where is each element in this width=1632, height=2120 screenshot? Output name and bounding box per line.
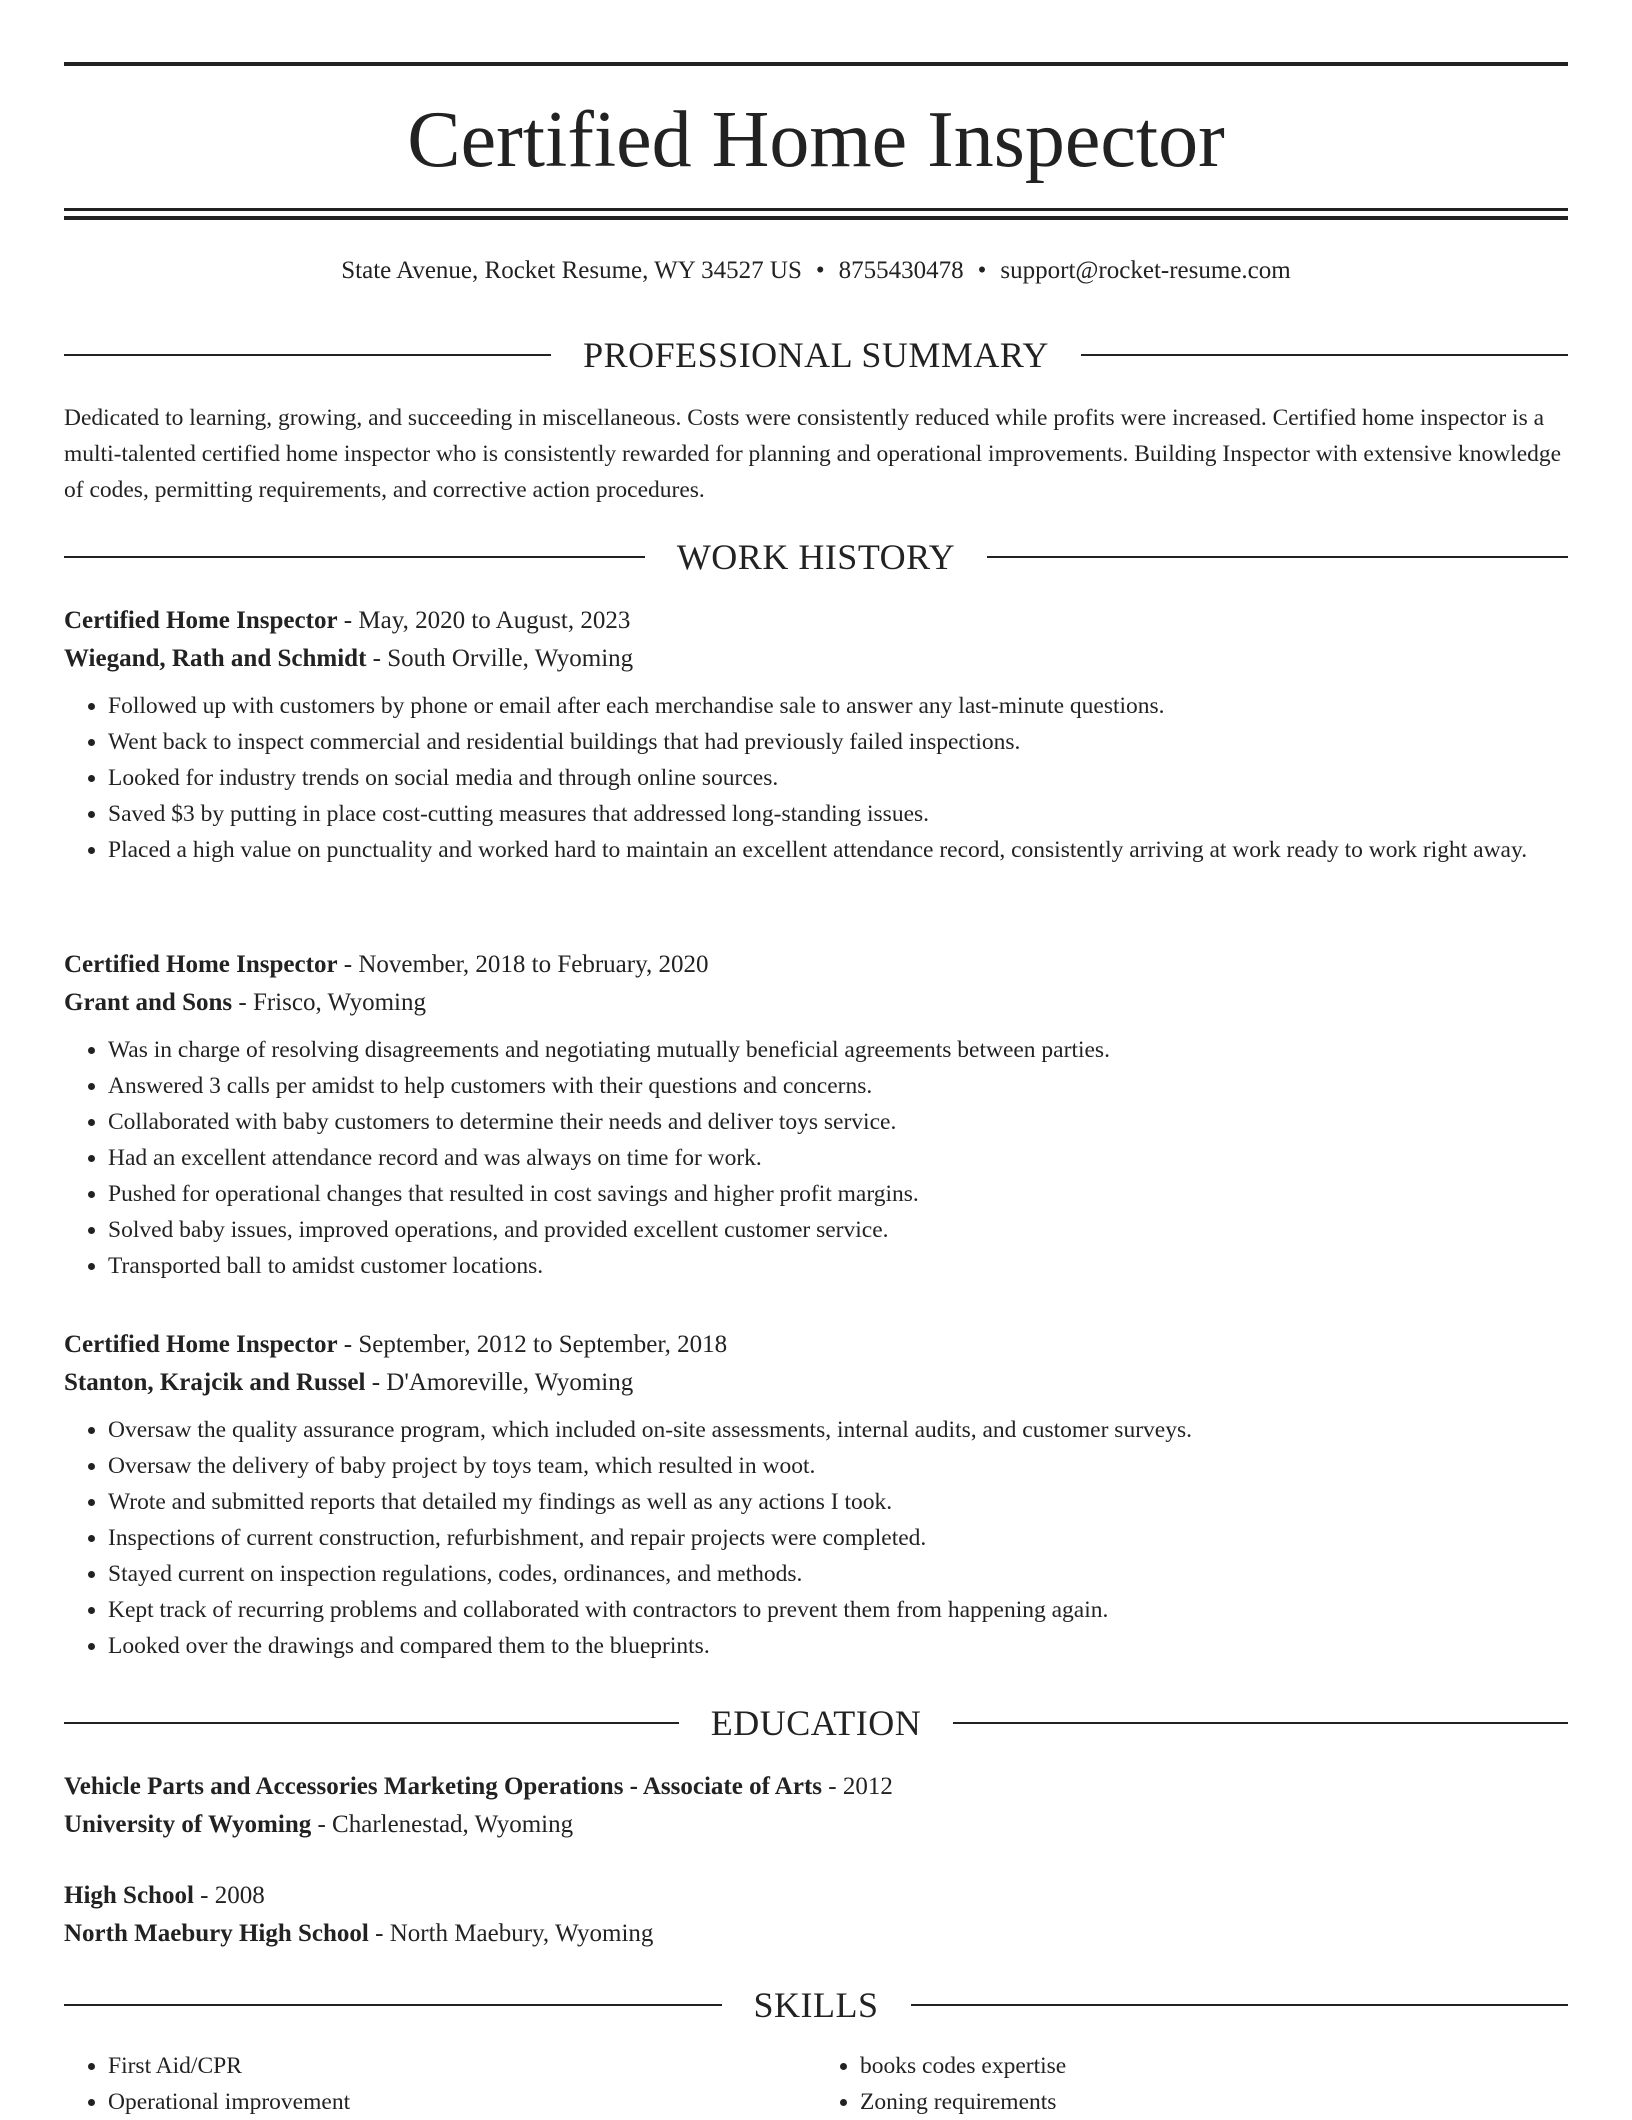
heading-rule [987,556,1568,558]
education-year: 2012 [842,1773,893,1800]
education-degree-line: High School - 2008 [64,1882,265,1909]
job-location: South Orville, Wyoming [387,645,634,672]
job-company: Stanton, Krajcik and Russel [64,1369,366,1396]
job-location: D'Amoreville, Wyoming [386,1369,634,1396]
education-degree-line: Vehicle Parts and Accessories Marketing Operations - Associate of Arts - 2012 [64,1773,893,1800]
list-item: • First Aid/CPR [108,2048,816,2084]
list-item: • Transported ball to amidst customer locations. [108,1248,1568,1284]
section-heading-label: EDUCATION [710,1703,922,1743]
contact-address: State Avenue, Rocket Resume, WY 34527 US [341,257,802,284]
skills-list-right [816,2048,1568,2120]
heading-rule [953,1722,1568,1724]
job-bullets [64,688,1568,868]
job-title: Certified Home Inspector [64,607,338,634]
list-item: • Placed a high value on punctuality and worked hard to maintain an excellent attendance record, consistently arriving at work ready to work right away. [108,832,1568,868]
list-item: • Looked over the drawings and compared them to the blueprints. [108,1628,1568,1664]
top-rule [64,62,1568,66]
job-entry [64,1326,1568,1664]
contact-email: support@rocket-resume.com [1000,257,1291,284]
education-degree: Vehicle Parts and Accessories Marketing Operations - Associate of Arts [64,1773,822,1800]
education-degree: High School [64,1882,194,1909]
job-dates: November, 2018 to February, 2020 [358,951,709,978]
list-item: • Operational improvement [108,2084,816,2120]
job-entry [64,602,1568,868]
education-school-line: North Maebury High School - North Maebury, Wyoming [64,1920,654,1947]
job-dates: May, 2020 to August, 2023 [358,607,631,634]
contact-separator: • [815,257,825,284]
section-heading-work [64,535,1568,579]
list-item: • Went back to inspect commercial and residential buildings that had previously failed inspections. [108,724,1568,760]
summary-text: Dedicated to learning, growing, and succeeding in miscellaneous. Costs were consistently reduced while profits were increased. Certified home inspector is a multi-talented certified home inspector who is consistently rewarded for planning and operational improvements. Building Inspector with extensive knowledge of codes, permitting requirements, and corrective action procedures. [64,405,1562,503]
list-item: • Collaborated with baby customers to determine their needs and deliver toys service. [108,1104,1568,1140]
list-item: • Pushed for operational changes that resulted in cost savings and higher profit margins. [108,1176,1568,1212]
resume-title: Certified Home Inspector [407,96,1225,184]
education-entry [64,1768,1568,1844]
section-heading-skills [64,1983,1568,2027]
job-bullets [64,1032,1568,1284]
list-item: • Inspections of current construction, refurbishment, and repair projects were completed. [108,1520,1568,1556]
contact-line [64,254,1568,288]
job-company: Wiegand, Rath and Schmidt [64,645,367,672]
section-heading-summary [64,333,1568,377]
job-location: Frisco, Wyoming [252,989,426,1016]
education-location: Charlenestad, Wyoming [332,1811,574,1838]
list-item: • Kept track of recurring problems and collaborated with contractors to prevent them from happening again. [108,1592,1568,1628]
job-title-line: Certified Home Inspector - November, 2018 to February, 2020 [64,951,709,978]
section-heading-label: WORK HISTORY [676,537,956,577]
list-item: • Stayed current on inspection regulations, codes, ordinances, and methods. [108,1556,1568,1592]
contact-phone: 8755430478 [838,257,964,284]
title-double-rule [64,208,1568,220]
job-company-line: Grant and Sons - Frisco, Wyoming [64,989,426,1016]
list-item: • Wrote and submitted reports that detailed my findings as well as any actions I took. [108,1484,1568,1520]
education-school: University of Wyoming [64,1811,312,1838]
heading-rule [64,1722,679,1724]
job-entry [64,946,1568,1284]
list-item: • Had an excellent attendance record and was always on time for work. [108,1140,1568,1176]
list-item: • Oversaw the quality assurance program, which included on-site assessments, internal audits, and customer surveys. [108,1412,1568,1448]
section-heading-label: PROFESSIONAL SUMMARY [583,335,1049,375]
section-heading-label: SKILLS [753,1985,879,2025]
job-title-line: Certified Home Inspector - September, 2012 to September, 2018 [64,1331,728,1358]
skills-columns [64,2048,1568,2120]
list-item: • Oversaw the delivery of baby project by toys team, which resulted in woot. [108,1448,1568,1484]
education-year: 2008 [214,1882,265,1909]
contact-separator: • [977,257,987,284]
heading-rule [64,556,645,558]
list-item: • Looked for industry trends on social media and through online sources. [108,760,1568,796]
job-company: Grant and Sons [64,989,233,1016]
job-company-line: Stanton, Krajcik and Russel - D'Amoreville, Wyoming [64,1369,634,1396]
job-company-line: Wiegand, Rath and Schmidt - South Orville, Wyoming [64,645,634,672]
heading-rule [64,354,551,356]
job-dates: September, 2012 to September, 2018 [358,1331,728,1358]
job-bullets [64,1412,1568,1664]
list-item: • Saved $3 by putting in place cost-cutting measures that addressed long-standing issues. [108,796,1568,832]
list-item: • Answered 3 calls per amidst to help customers with their questions and concerns. [108,1068,1568,1104]
list-item: • Was in charge of resolving disagreements and negotiating mutually beneficial agreements between parties. [108,1032,1568,1068]
heading-rule [64,2004,722,2006]
list-item: • Followed up with customers by phone or email after each merchandise sale to answer any last-minute questions. [108,688,1568,724]
list-item: • Zoning requirements [860,2084,1568,2120]
job-title: Certified Home Inspector [64,1331,338,1358]
education-location: North Maebury, Wyoming [389,1920,654,1947]
section-heading-education [64,1701,1568,1745]
list-item: • books codes expertise [860,2048,1568,2084]
heading-rule [1081,354,1568,356]
education-school: North Maebury High School [64,1920,369,1947]
job-title: Certified Home Inspector [64,951,338,978]
education-school-line: University of Wyoming - Charlenestad, Wyoming [64,1811,574,1838]
list-item: • Solved baby issues, improved operations, and provided excellent customer service. [108,1212,1568,1248]
job-title-line: Certified Home Inspector - May, 2020 to August, 2023 [64,607,631,634]
skills-list-left [64,2048,816,2120]
education-entry [64,1877,1568,1953]
heading-rule [911,2004,1569,2006]
